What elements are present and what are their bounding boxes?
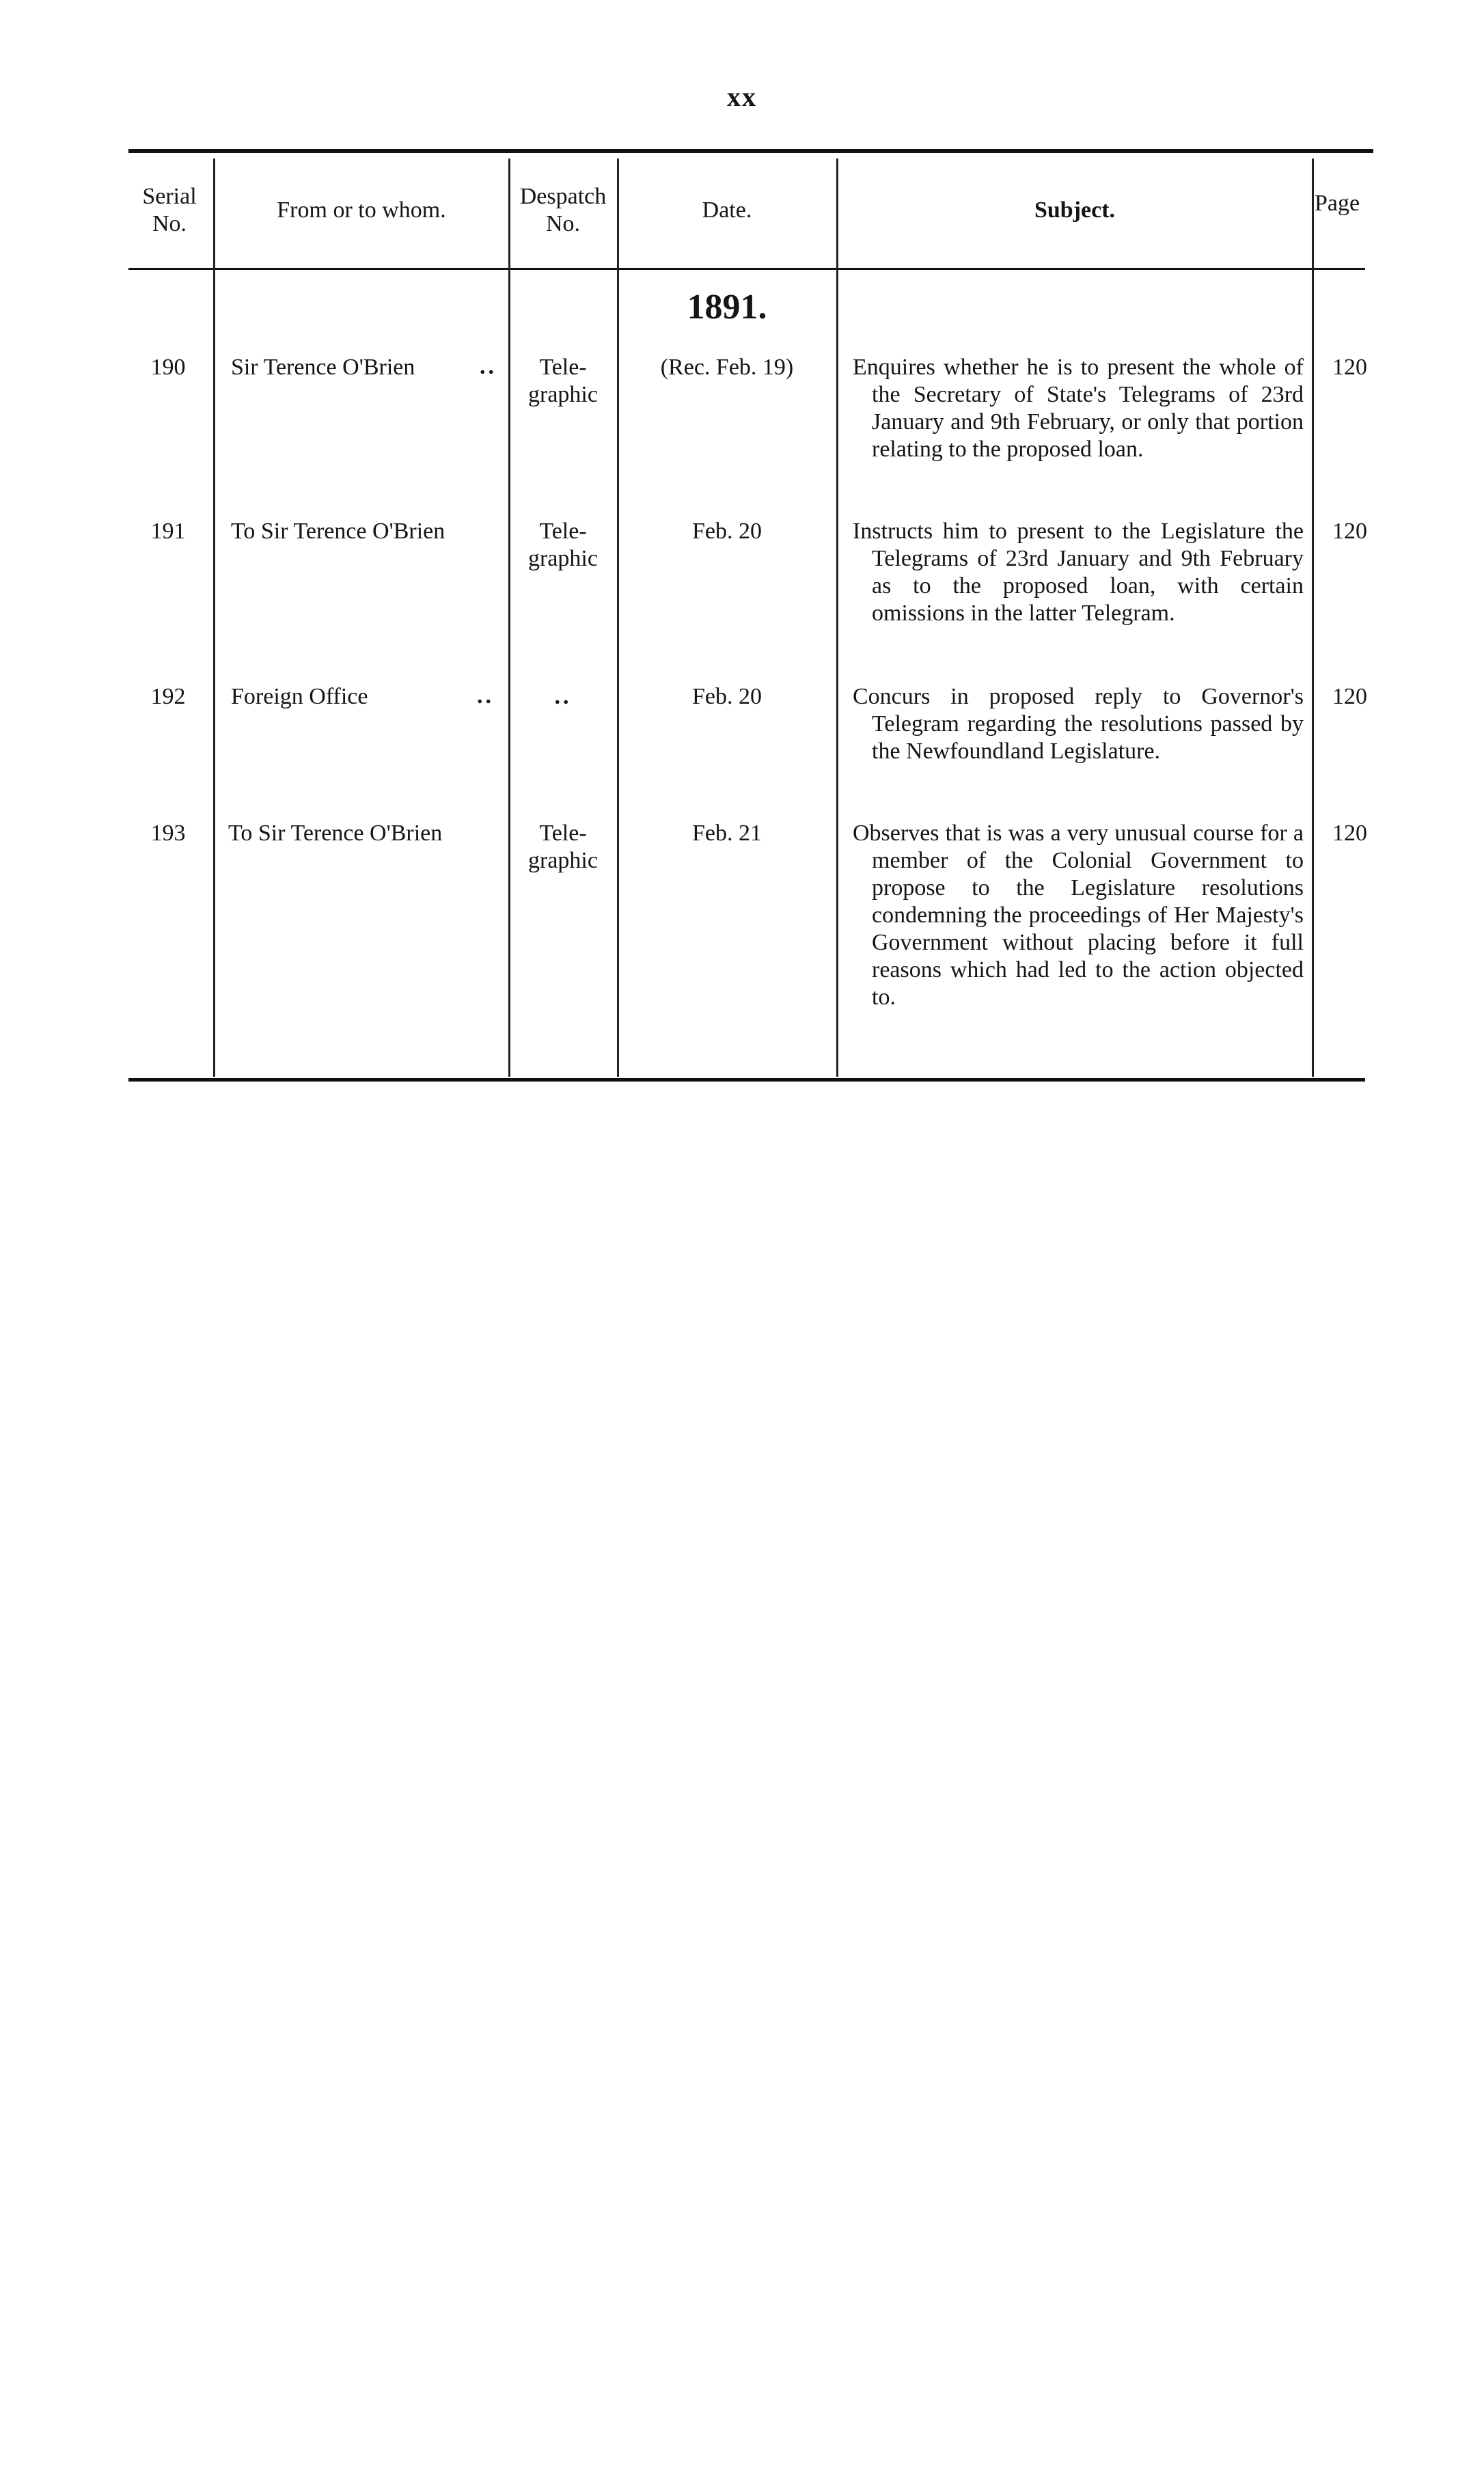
leader-dots: .. <box>480 354 497 379</box>
page-ref: 120 <box>1332 519 1367 544</box>
date: Feb. 21 <box>692 821 762 846</box>
despatch-number: Tele-graphic <box>528 821 598 873</box>
header-subject: Subject. <box>1034 197 1116 223</box>
leader-dots: .. <box>477 683 494 709</box>
header-despatch: Despatch No. <box>519 184 607 236</box>
serial-number: 193 <box>150 821 186 846</box>
column-divider <box>1312 159 1314 1077</box>
table-bottom-rule <box>128 1078 1365 1082</box>
header-date: Date. <box>702 197 752 223</box>
serial-number: 190 <box>150 355 186 380</box>
from-to-whom: To Sir Terence O'Brien <box>231 519 445 544</box>
page-ref: 120 <box>1332 684 1367 709</box>
header-from: From or to whom. <box>277 197 446 223</box>
despatch-number: .. <box>554 684 572 709</box>
despatch-number: Tele-graphic <box>528 355 598 407</box>
subject-text: Instructs him to present to the Legislature the Telegrams of 23rd January and 9th February as to the proposed loan, with certain omissions in the latter Telegram. <box>853 519 1304 626</box>
header-serial: Serial No. <box>142 184 197 236</box>
subject <box>853 518 1304 627</box>
table-top-rule <box>128 149 1373 153</box>
despatch-number: Tele-graphic <box>528 519 598 571</box>
subject-text: Concurs in proposed reply to Governor's Telegram regarding the resolutions passed by the Newfoundland Legislature. <box>853 684 1304 764</box>
date: (Rec. Feb. 19) <box>660 355 794 380</box>
column-divider <box>508 159 510 1077</box>
page-ref: 120 <box>1332 355 1367 380</box>
serial-number: 192 <box>150 684 186 709</box>
year-heading: 1891. <box>687 288 767 327</box>
subject <box>853 683 1304 765</box>
date: Feb. 20 <box>692 519 762 544</box>
header-page: Page <box>1315 191 1360 216</box>
date: Feb. 20 <box>692 684 762 709</box>
column-divider <box>836 159 838 1077</box>
subject <box>853 820 1304 1011</box>
subject <box>853 354 1304 463</box>
column-divider <box>213 159 215 1077</box>
from-to-whom: Sir Terence O'Brien <box>231 355 415 380</box>
header-bottom-rule <box>128 268 1365 270</box>
subject-text: Observes that is was a very unusual course for a member of the Colonial Government to propose to the Legislature resolutions condemning the proceedings of Her Majesty's Government without placing before it full reasons which had led to the action objected to. <box>853 821 1304 1010</box>
from-to-whom: To Sir Terence O'Brien <box>228 821 443 846</box>
serial-number: 191 <box>150 519 186 544</box>
subject-text: Enquires whether he is to present the whole of the Secretary of State's Telegrams of 23rd January and 9th February, or only that portion relating to the proposed loan. <box>853 355 1304 462</box>
page-ref: 120 <box>1332 821 1367 846</box>
from-to-whom: Foreign Office <box>231 684 368 709</box>
page-number: xx <box>727 81 757 112</box>
